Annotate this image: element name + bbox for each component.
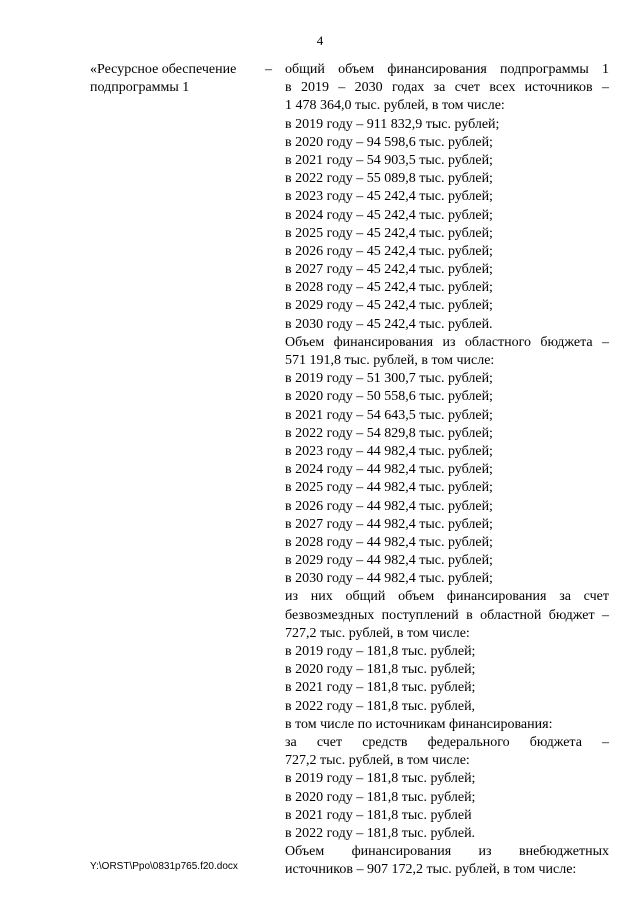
text-line: 1 478 364,0 тыс. рублей, в том числе:: [285, 98, 505, 114]
page-number: 4: [316, 33, 324, 48]
text-line: в 2019 году – 51 300,7 тыс. рублей;: [285, 371, 493, 387]
text-line: в 2028 году – 44 982,4 тыс. рублей;: [285, 534, 493, 550]
text-line: в 2022 году – 55 089,8 тыс. рублей;: [285, 171, 493, 187]
section-label-line: «Ресурсное обеспечение: [90, 62, 237, 77]
text-line: в 2020 году – 181,8 тыс. рублей;: [285, 789, 476, 805]
text-line: в 2024 году – 44 982,4 тыс. рублей;: [285, 462, 493, 478]
text-line: в 2019 году – 181,8 тыс. рублей;: [285, 644, 476, 659]
file-path-footer: Y:\ORST\Ppo\0831p765.f20.docx: [90, 861, 238, 872]
text-line: в 2025 году – 44 982,4 тыс. рублей;: [285, 480, 493, 496]
text-line: в 2019 году – 911 832,9 тыс. рублей;: [285, 116, 500, 132]
separator-dash: –: [265, 62, 272, 77]
text-line: в 2023 году – 44 982,4 тыс. рублей;: [285, 443, 493, 459]
text-line: общий объем финансирования подпрограммы 1: [285, 62, 609, 77]
text-line: в 2027 году – 44 982,4 тыс. рублей;: [285, 516, 493, 532]
text-line: безвозмездных поступлений в областной бюджет –: [285, 607, 609, 623]
text-line: в 2030 году – 45 242,4 тыс. рублей.: [285, 316, 493, 332]
text-line: в 2022 году – 181,8 тыс. рублей,: [285, 698, 476, 714]
text-line: 727,2 тыс. рублей, в том числе:: [285, 753, 470, 769]
text-line: в 2020 году – 50 558,6 тыс. рублей;: [285, 389, 493, 405]
text-line: в 2029 году – 45 242,4 тыс. рублей;: [285, 298, 493, 314]
text-line: в 2023 году – 45 242,4 тыс. рублей;: [285, 189, 493, 205]
text-line: 727,2 тыс. рублей, в том числе:: [285, 625, 470, 641]
text-line: в 2027 году – 45 242,4 тыс. рублей;: [285, 262, 493, 278]
text-line: в 2026 году – 45 242,4 тыс. рублей;: [285, 243, 493, 259]
text-line: Объем финансирования из областного бюджета –: [285, 334, 609, 350]
text-line: источников – 907 172,2 тыс. рублей, в том числе:: [285, 862, 577, 878]
text-line: в 2021 году – 181,8 тыс. рублей: [285, 807, 472, 823]
text-line: в 2019 – 2030 годах за счет всех источников –: [285, 80, 609, 96]
text-line: в 2022 году – 181,8 тыс. рублей.: [285, 825, 476, 841]
text-line: в 2028 году – 45 242,4 тыс. рублей;: [285, 280, 493, 296]
text-line: в 2021 году – 54 903,5 тыс. рублей;: [285, 152, 493, 168]
text-line: в 2025 году – 45 242,4 тыс. рублей;: [285, 225, 493, 241]
text-line: в 2020 году – 94 598,6 тыс. рублей;: [285, 134, 493, 150]
text-line: в 2030 году – 44 982,4 тыс. рублей;: [285, 571, 493, 587]
text-line: в 2024 году – 45 242,4 тыс. рублей;: [285, 207, 493, 223]
text-line: в 2021 году – 54 643,5 тыс. рублей;: [285, 407, 493, 423]
text-line: в 2021 году – 181,8 тыс. рублей;: [285, 680, 476, 696]
text-line: в 2020 году – 181,8 тыс. рублей;: [285, 662, 476, 678]
text-line: в 2026 году – 44 982,4 тыс. рублей;: [285, 498, 493, 514]
text-line: 571 191,8 тыс. рублей, в том числе:: [285, 353, 495, 368]
financing-text: [285, 61, 609, 879]
text-line: в 2029 году – 44 982,4 тыс. рублей;: [285, 553, 493, 569]
text-line: в 2022 году – 54 829,8 тыс. рублей;: [285, 425, 493, 441]
section-label-line: подпрограммы 1: [90, 80, 190, 96]
text-line: за счет средств федерального бюджета –: [285, 734, 609, 750]
section-label: [90, 61, 260, 97]
text-line: из них общий объем финансирования за счет: [285, 589, 609, 605]
text-line: в том числе по источникам финансирования:: [285, 716, 553, 732]
text-line: в 2019 году – 181,8 тыс. рублей;: [285, 771, 476, 787]
text-line: Объем финансирования из внебюджетных: [285, 844, 609, 860]
